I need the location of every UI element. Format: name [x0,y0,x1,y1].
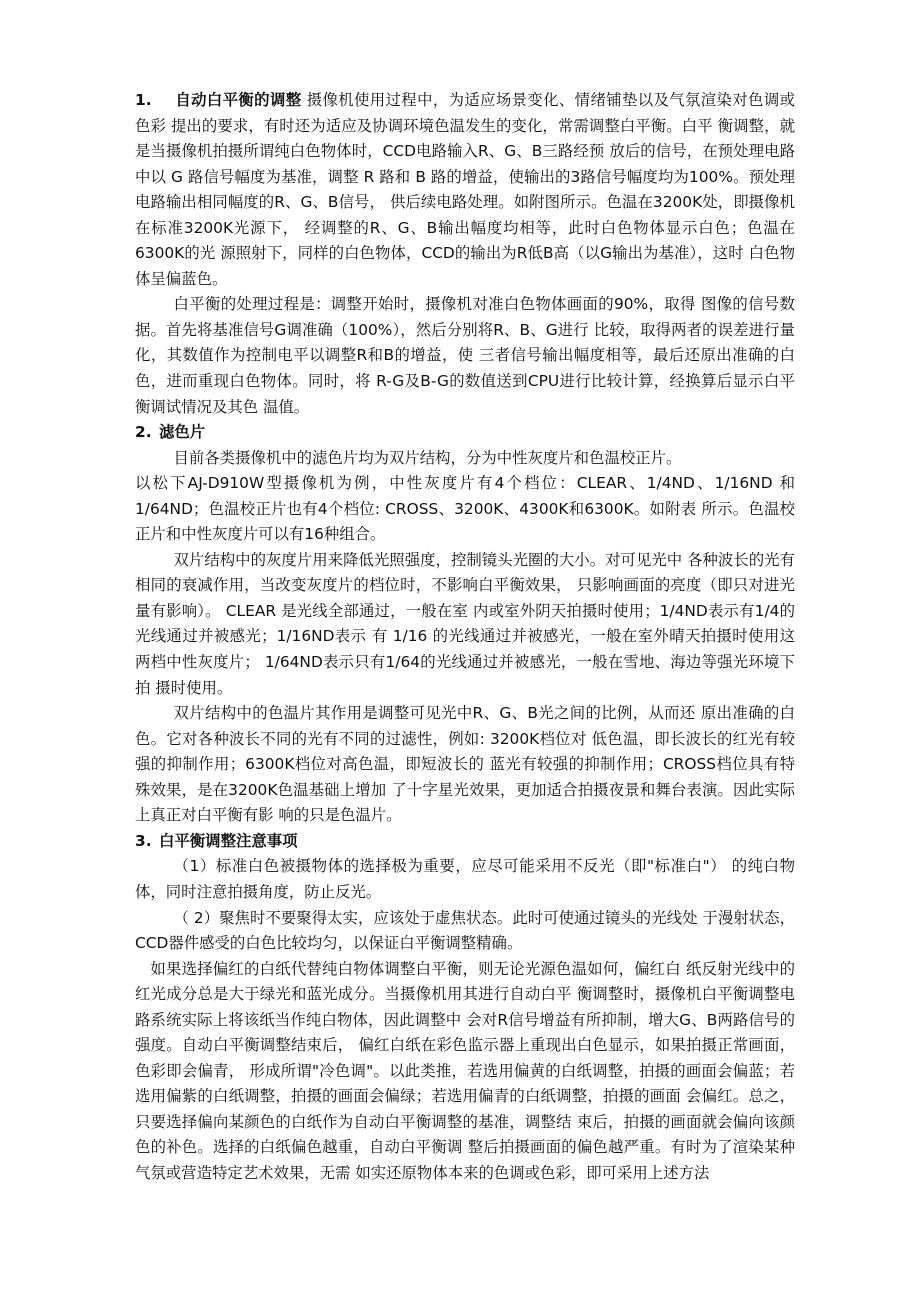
section-2-paragraph-1: 目前各类摄像机中的滤色片均为双片结构，分为中性灰度片和色温校正片。 [173,448,682,467]
section-2-number: 2. [135,423,152,442]
section-2-paragraph-4: 双片结构中的色温片其作用是调整可见光中R、G、B光之间的比例，从而还 原出准确的白色。它对各种波长不同的光有不同的过滤性，例如: 3200K档位对 低色温，即长波长的红光有较强的抑制作用；6300K档位对高色温，即短波长的 蓝光有较强的抑制作用；CROSS档位具有特殊效果，是在3200K色温基础上增加 了十字星光效果，更加适合拍摄夜景和舞台表演。因此实际上真正对白平衡有影 响的只是色温片。 [135,704,795,825]
document-body [135,88,795,1187]
section-1-body-text: 摄像机使用过程中，为适应场景变化、情绪铺垫以及气氛渲染对色调或色彩 提出的要求，有时还为适应及协调环境色温发生的变化，常需调整白平衡。白平 衡调整，就是当摄像机拍摄所谓纯白色物体时，CCD电路输入R、G、B三路经预 放后的信号，在预处理电路中以 G 路信号幅度为基准，调整 R 路和 B 路的增益，使输出的3路信号幅度均为100%。预处理电路输出相同幅度的R、G、B信号， 供后续电路处理。如附图所示。色温在3200K处，即摄像机在标准3200K光源下， 经调整的R、G、B输出幅度均相等，此时白色物体显示白色；色温在6300K的光 源照射下，同样的白色物体，CCD的输出为R低B高（以G输出为基准），这时 白色物体呈偏蓝色。 [135,91,795,288]
section-1-paragraph-2: 白平衡的处理过程是：调整开始时，摄像机对准白色物体画面的90%，取得 图像的信号数据。首先将基准信号G调准确（100%），然后分别将R、B、G进行 比较，取得两者的误差进行量化，其数值作为控制电平以调整R和B的增益，使 三者信号输出幅度相等，最后还原出准确的白色，进而重现白色物体。同时，将 R-G及B-G的数值送到CPU进行比较计算，经换算后显示白平衡调试情况及其色 温值。 [135,295,795,416]
section-3-number: 3. [135,831,152,850]
section-3-paragraph-1: （1）标准白色被摄物体的选择极为重要，应尽可能采用不反光（即"标准白"） 的纯白物体，同时注意拍摄角度，防止反光。 [135,857,795,901]
section-1-paragraph-1 [135,88,795,292]
section-2-paragraph-2: 以松下AJ-D910W型摄像机为例，中性灰度片有4个档位：CLEAR、1/4ND、1/16ND 和1/64ND；色温校正片也有4个档位: CROSS、3200K、4300K和6300K。如附表 所示。色温校正片和中性灰度片可以有16种组合。 [135,474,795,544]
section-2-heading [135,420,795,446]
section-2-title: 滤色片 [159,423,206,442]
section-3-heading [135,829,795,855]
section-3-paragraph-2: （ 2）聚焦时不要聚得太实，应该处于虚焦状态。此时可使通过镜头的光线处 于漫射状态，CCD器件感受的白色比较均匀，以保证白平衡调整精确。 [135,908,795,953]
section-3-title: 白平衡调整注意事项 [159,831,298,850]
section-3-paragraph-3: 如果选择偏红的白纸代替纯白物体调整白平衡，则无论光源色温如何，偏红白 纸反射光线中的红光成分总是大于绿光和蓝光成分。当摄像机用其进行自动白平 衡调整时，摄像机白平衡调整电路系统实际上将该纸当作纯白物体，因此调整中 会对R信号增益有所抑制，增大G、B两路信号的强度。自动白平衡调整结束后， 偏红白纸在彩色监示器上重现出白色显示，如果拍摄正常画面，色彩即会偏青， 形成所谓"冷色调"。以此类推，若选用偏黄的白纸调整，拍摄的画面会偏蓝；若 选用偏紫的白纸调整，拍摄的画面会偏绿；若选用偏青的白纸调整，拍摄的画面 会偏红。总之，只要选择偏向某颜色的白纸作为自动白平衡调整的基准，调整结 束后，拍摄的画面就会偏向该颜色的补色。选择的白纸偏色越重，自动白平衡调 整后拍摄画面的偏色越严重。有时为了渲染某种气氛或营造特定艺术效果，无需 如实还原物体本来的色调或色彩，即可采用上述方法 [135,959,795,1182]
section-2-paragraph-3: 双片结构中的灰度片用来降低光照强度，控制镜头光圈的大小。对可见光中 各种波长的光有相同的衰减作用，当改变灰度片的档位时，不影响白平衡效果， 只影响画面的亮度（即只对进光量有影响）。 CLEAR 是光线全部通过，一般在室 内或室外阴天拍摄时使用；1/4ND表示有1/4的光线通过并被感光；1/16ND表示 有 1/16 的光线通过并被感光，一般在室外晴天拍摄时使用这两档中性灰度片； 1/64ND表示只有1/64的光线通过并被感光，一般在雪地、海边等强光环境下拍 摄时使用。 [135,550,795,697]
section-1-number: 1. [135,91,152,109]
section-1-heading [135,91,301,109]
section-1-title: 自动白平衡的调整 [175,91,302,109]
